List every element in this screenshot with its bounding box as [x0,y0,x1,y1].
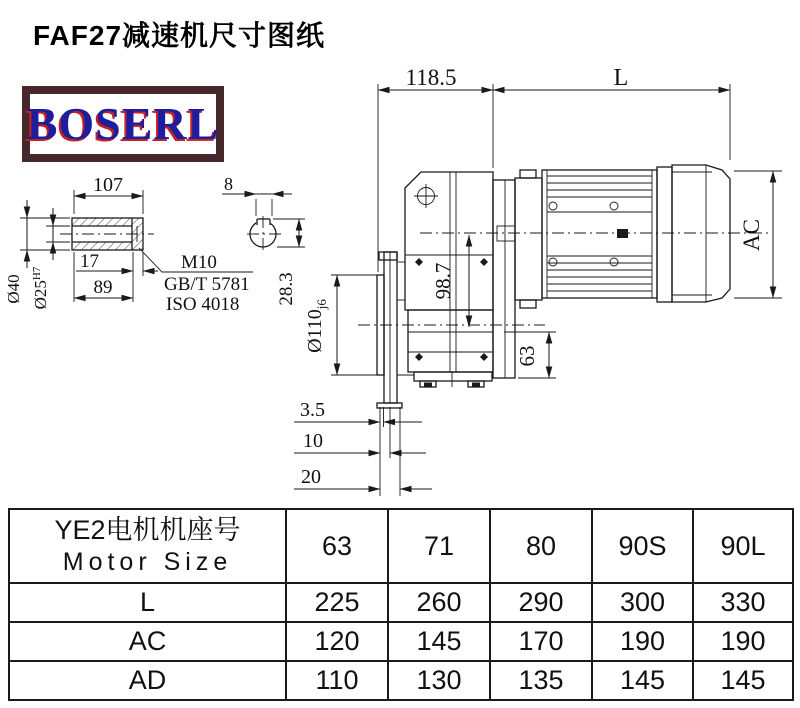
table-cell: 90L [693,509,793,583]
dim-shaft-height-label: 63 [515,345,539,367]
table-cell: 290 [490,583,592,622]
motor-size-table [8,508,794,701]
page-title: FAF27减速机尺寸图纸 [33,20,326,51]
dim-bore-dia-label: $Ø25^{H7}$ [31,266,50,310]
dim-fit-length-label: 89 [93,277,113,298]
dim-key-length-label: 17 [80,251,99,272]
table-cell: 190 [592,622,693,661]
dim-outer-dia-label: Ø40 [4,274,23,304]
dim-key-width-label: 8 [224,174,233,194]
row-label: AC [9,622,286,661]
header-label-en: Motor Size [62,548,233,577]
dim-flange-depth-label: 118.5 [405,65,457,90]
table-cell: 330 [693,583,793,622]
table-cell: 300 [592,583,693,622]
dim-shaft-length-label: 107 [93,174,123,196]
brand-logo-text: BOSERL [26,98,220,149]
row-label: AD [9,661,286,700]
row-label: L [9,583,286,622]
dim-step1-label: 3.5 [300,399,325,421]
shaft-detail-view [4,174,253,315]
dim-spigot-dia-label: $Ø110_{j6}$ [304,299,329,353]
brand-logo [22,86,224,162]
dim-motor-length-label: L [613,65,629,91]
table-cell: 90S [592,509,693,583]
table-row [9,622,793,661]
main-view [294,65,782,496]
standard-iso-label: ISO 4018 [166,294,240,315]
table-cell: 120 [286,622,388,661]
table-row [9,661,793,700]
table-cell: 145 [693,661,793,700]
header-label-cn: YE2电机机座号 [54,514,241,545]
dim-step2-label: 10 [303,430,323,452]
table-cell: 260 [388,583,490,622]
standard-gb-label: GB/T 5781 [164,274,250,295]
table-row [9,583,793,622]
table-header-row [9,509,793,583]
table-cell: 145 [388,622,490,661]
table-cell: 190 [693,622,793,661]
table-cell: 135 [490,661,592,700]
table-cell: 110 [286,661,388,700]
dim-step3-label: 20 [301,466,321,488]
table-header-label [9,509,286,583]
table-cell: 130 [388,661,490,700]
thread-spec-label: M10 [181,252,217,273]
table-cell: 145 [592,661,693,700]
table-cell: 71 [388,509,490,583]
table-cell: 225 [286,583,388,622]
dim-motor-dia-label: AC [739,219,764,251]
table-cell: 63 [286,509,388,583]
table-cell: 170 [490,622,592,661]
table-cell: 80 [490,509,592,583]
dim-key-depth-label: 28.3 [276,272,297,306]
dim-center-dist-label: 98.7 [431,262,455,300]
